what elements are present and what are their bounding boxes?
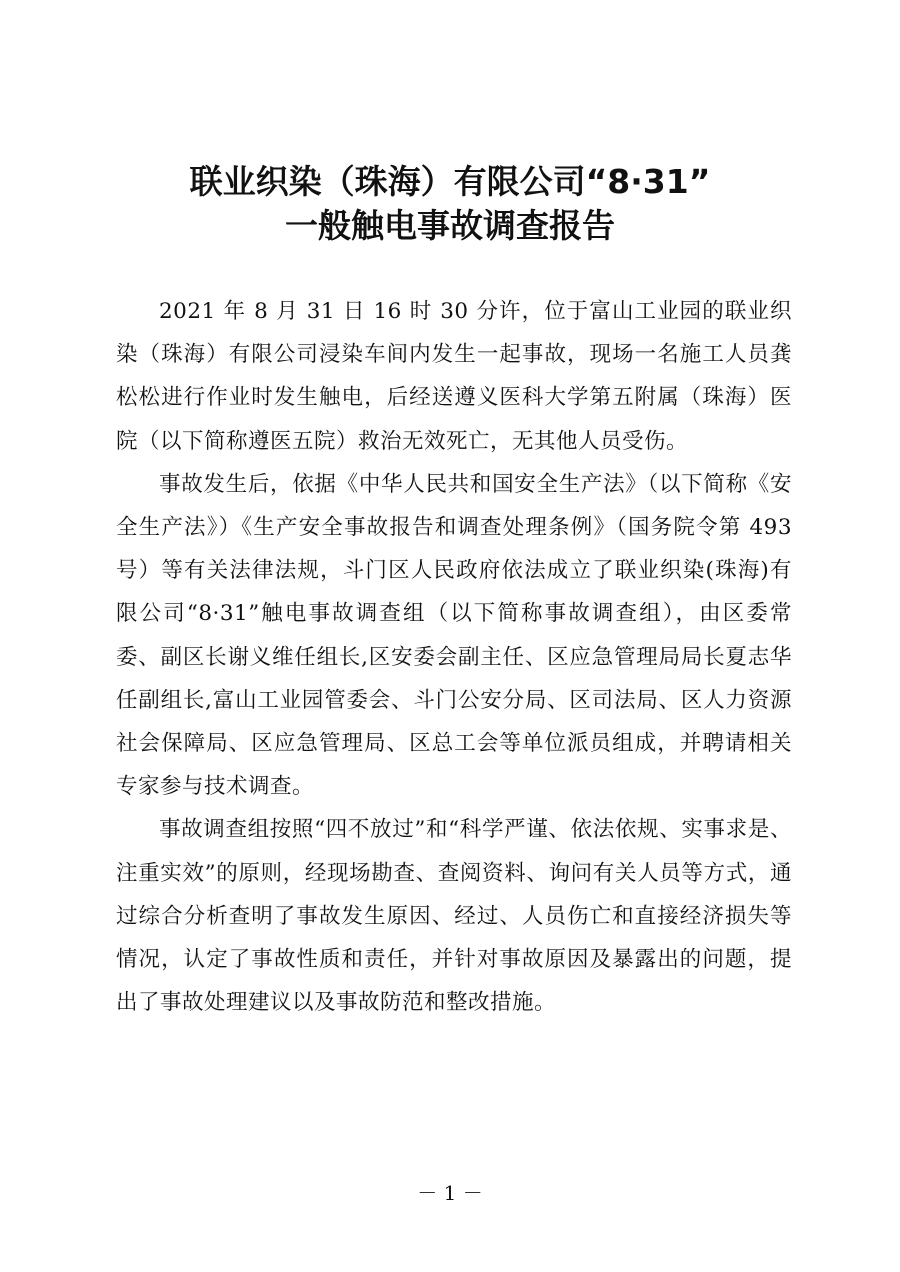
document-title-line-2: 一般触电事故调查报告: [285, 206, 615, 245]
page-number: － 1 －: [417, 1181, 483, 1205]
paragraph-investigation-principles: 事故调查组按照“四不放过”和“科学严谨、依法依规、实事求是、注重实效”的原则，经现场勘查、查阅资料、询问有关人员等方式，通过综合分析查明了事故发生原因、经过、人员伤亡和直接经济损失等情况，认定了事故性质和责任，并针对事故原因及暴露出的问题，提出了事故处理建议以及事故防范和整改措施。: [116, 817, 792, 1016]
document-title-line-1: 联业织染（珠海）有限公司“8·31”: [189, 162, 711, 201]
document-body: [116, 290, 792, 1024]
paragraph-incident-summary: 2021 年 8 月 31 日 16 时 30 分许，位于富山工业园的联业织染（珠海）有限公司浸染车间内发生一起事故，现场一名施工人员龚松松进行作业时发生触电，后经送遵义医科大学第五附属（珠海）医院（以下简称遵医五院）救治无效死亡，无其他人员受伤。: [116, 299, 792, 454]
paragraph-investigation-team: 事故发生后，依据《中华人民共和国安全生产法》（以下简称《安全生产法》）《生产安全事故报告和调查处理条例》（国务院令第 493 号）等有关法律法规，斗门区人民政府依法成立了联业织染(珠海)有限公司“8·31”触电事故调查组（以下简称事故调查组），由区委常委、副区长谢义维任组长,区安委会副主任、区应急管理局局长夏志华任副组长,富山工业园管委会、斗门公安分局、区司法局、区人力资源社会保障局、区应急管理局、区总工会等单位派员组成，并聘请相关专家参与技术调查。: [116, 471, 792, 800]
